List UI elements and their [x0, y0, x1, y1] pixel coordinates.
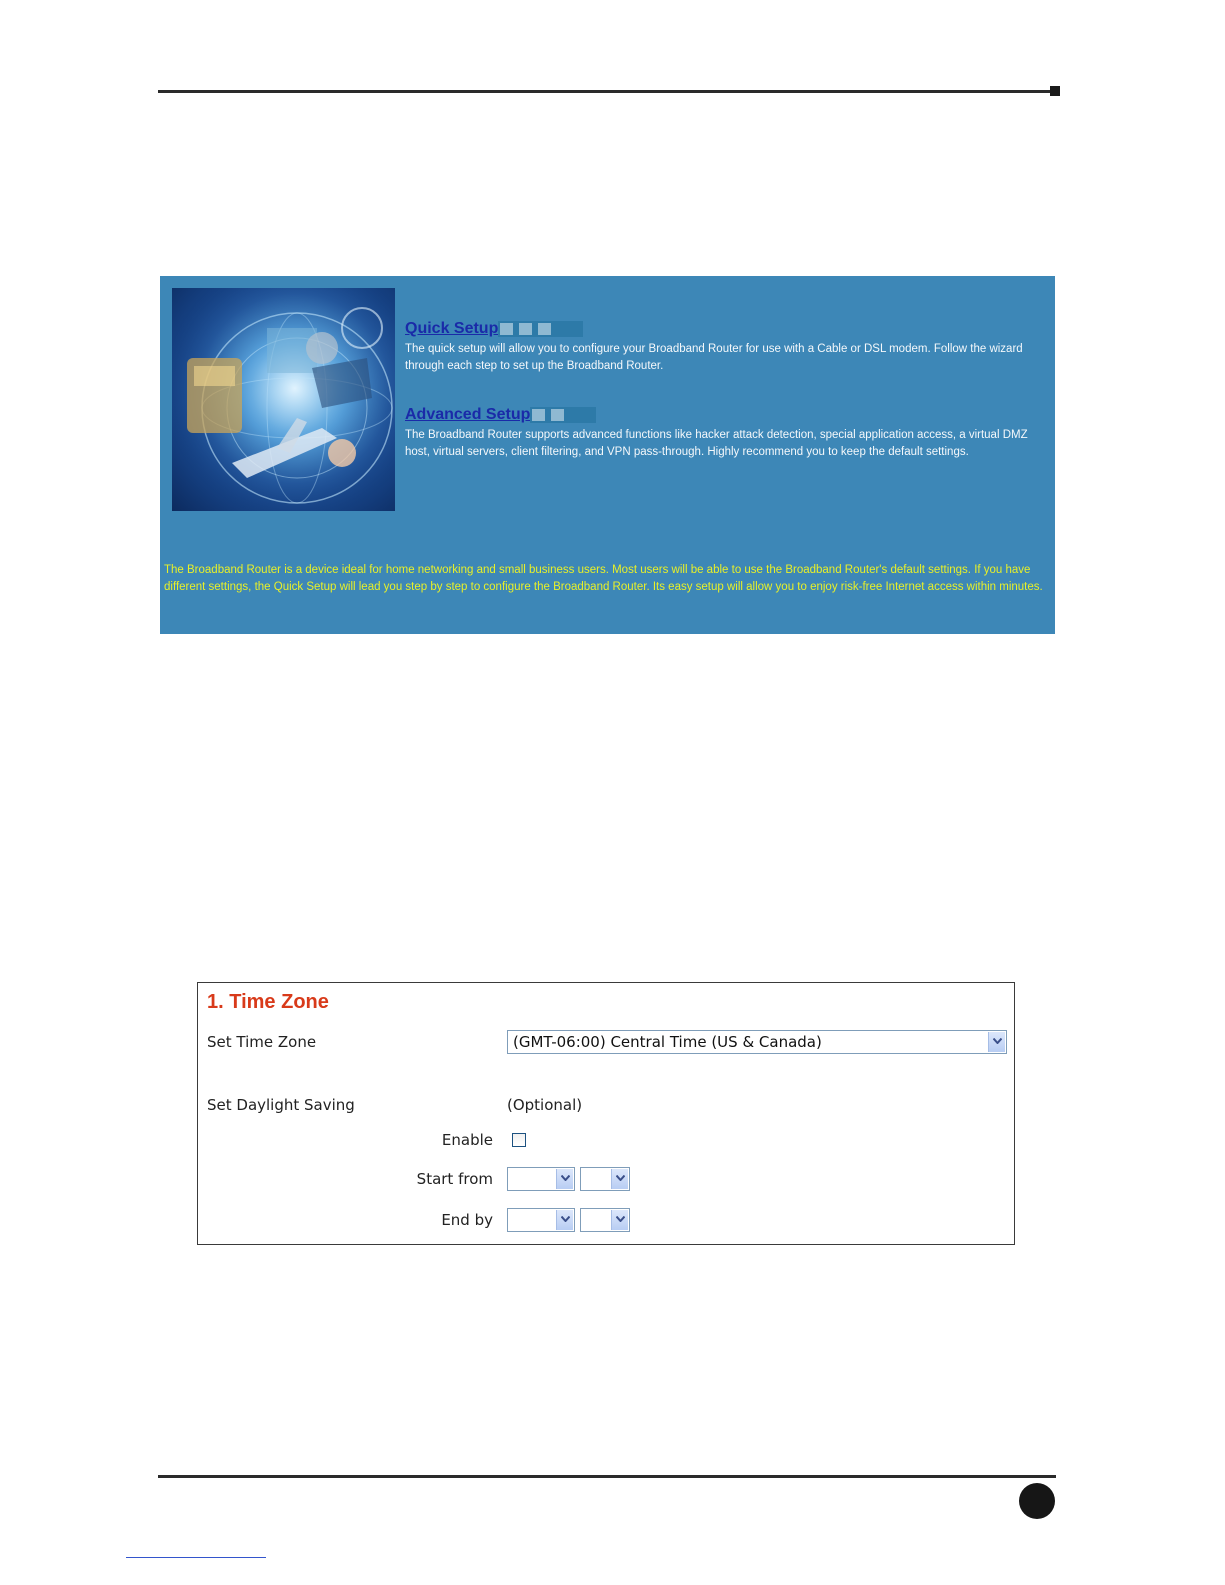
advanced-setup-decoration — [530, 407, 596, 423]
time-zone-select-value: (GMT-06:00) Central Time (US & Canada) — [513, 1033, 822, 1051]
time-zone-select[interactable] — [507, 1030, 1007, 1054]
header-rule — [158, 90, 1058, 93]
router-home-panel — [160, 276, 1055, 634]
set-daylight-saving-label: Set Daylight Saving — [207, 1096, 355, 1114]
page-number-marker — [1019, 1483, 1055, 1519]
end-by-label: End by — [441, 1211, 493, 1229]
quick-setup-section — [405, 318, 1045, 375]
chevron-down-icon[interactable] — [611, 1169, 628, 1189]
hero-image — [172, 288, 395, 511]
chevron-down-icon[interactable] — [988, 1032, 1005, 1052]
chevron-down-icon[interactable] — [556, 1169, 573, 1189]
time-zone-heading: 1. Time Zone — [207, 991, 329, 1013]
header-rule-marker — [1050, 86, 1060, 96]
advanced-setup-section — [405, 404, 1045, 461]
start-month-select[interactable] — [507, 1167, 575, 1191]
router-intro-text: The Broadband Router is a device ideal for home networking and small business users. Most users will be able to use the Broadband Router's default settings. If you have different settings, the Quick Setup will lead you step by step to configure the Broadband Router. Its easy setup will allow you to enjoy risk-free Internet access within minutes. — [164, 564, 1043, 593]
advanced-setup-link[interactable]: Advanced Setup — [405, 406, 531, 423]
chevron-down-icon[interactable] — [611, 1210, 628, 1230]
quick-setup-decoration — [498, 321, 583, 337]
chevron-down-icon[interactable] — [556, 1210, 573, 1230]
time-zone-panel — [197, 982, 1015, 1245]
advanced-setup-description: The Broadband Router supports advanced functions like hacker attack detection, special application access, a virtual DMZ host, virtual servers, client filtering, and VPN pass-through. Highly recommend you to keep the default settings. — [405, 429, 1028, 458]
optional-label: (Optional) — [507, 1096, 583, 1114]
enable-label: Enable — [441, 1131, 493, 1149]
enable-daylight-saving-checkbox[interactable] — [512, 1133, 526, 1147]
footer-link-underline — [126, 1557, 266, 1558]
start-from-label: Start from — [416, 1170, 493, 1188]
quick-setup-description: The quick setup will allow you to configure your Broadband Router for use with a Cable or DSL modem. Follow the wizard through each step to set up the Broadband Router. — [405, 343, 1023, 372]
start-day-select[interactable] — [580, 1167, 630, 1191]
set-time-zone-label: Set Time Zone — [207, 1033, 317, 1051]
quick-setup-link[interactable]: Quick Setup — [405, 320, 499, 337]
end-day-select[interactable] — [580, 1208, 630, 1232]
end-month-select[interactable] — [507, 1208, 575, 1232]
footer-rule — [158, 1475, 1056, 1478]
